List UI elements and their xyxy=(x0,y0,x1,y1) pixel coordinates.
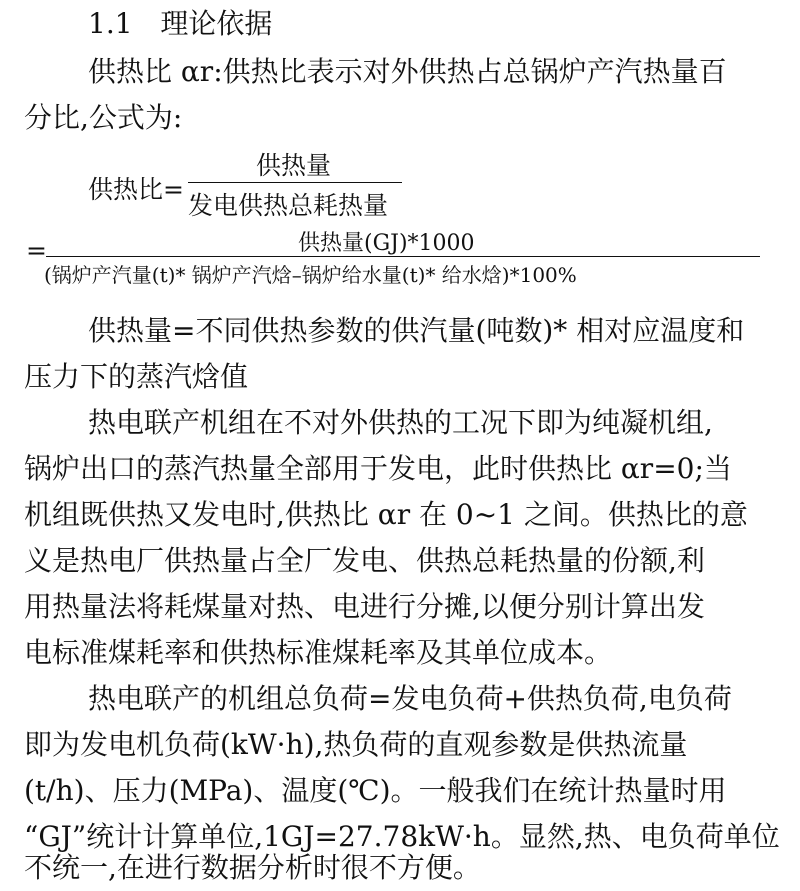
formula-denominator-1: 发电供热总耗热量 xyxy=(188,191,389,220)
fraction-bar-1 xyxy=(188,182,402,183)
para3-line1: 热电联产机组在不对外供热的工况下即为纯凝机组, xyxy=(88,406,713,439)
para3-line4: 义是热电厂供热量占全厂发电、供热总耗热量的份额,利 xyxy=(24,544,705,577)
formula-numerator-1: 供热量 xyxy=(256,151,332,180)
formula-numerator-2: 供热量(GJ)*1000 xyxy=(298,231,475,256)
formula-equals: = xyxy=(26,236,47,265)
formula-denominator-2: (锅炉产汽量(t)* 锅炉产汽焓–锅炉给水量(t)* 给水焓)*100% xyxy=(44,263,577,287)
section-title: 理论依据 xyxy=(160,7,273,40)
para4-line2: 即为发电机负荷(kW·h),热负荷的直观参数是供热流量 xyxy=(24,728,688,761)
para2-line1: 供热量=不同供热参数的供汽量(吨数)* 相对应温度和 xyxy=(88,314,745,347)
para3-line3: 机组既供热又发电时,供热比 αr 在 0~1 之间。供热比的意 xyxy=(24,498,748,531)
para4-line4: “GJ”统计计算单位,1GJ=27.78kW·h。显然,热、电负荷单位 xyxy=(24,820,780,853)
para4-line3: (t/h)、压力(MPa)、温度(℃)。一般我们在统计热量时用 xyxy=(24,774,727,807)
para2-line2: 压力下的蒸汽焓值 xyxy=(24,360,249,393)
section-heading xyxy=(88,4,272,44)
para4-line1: 热电联产的机组总负荷=发电负荷+供热负荷,电负荷 xyxy=(88,682,732,715)
para1-line2: 分比,公式为: xyxy=(24,101,183,134)
para3-line5: 用热量法将耗煤量对热、电进行分摊,以便分别计算出发 xyxy=(24,590,705,623)
para1-line1: 供热比 αr:供热比表示对外供热占总锅炉产汽热量百 xyxy=(88,55,727,88)
fraction-bar-2 xyxy=(46,256,760,257)
section-number: 1.1 xyxy=(88,7,133,40)
para3-line6: 电标准煤耗率和供热标准煤耗率及其单位成本。 xyxy=(24,636,613,669)
formula-lhs: 供热比= xyxy=(88,175,184,204)
para4-line5: 不统一,在进行数据分析时很不方便。 xyxy=(24,851,481,884)
para3-line2: 锅炉出口的蒸汽热量全部用于发电，此时供热比 αr=0;当 xyxy=(24,452,732,485)
